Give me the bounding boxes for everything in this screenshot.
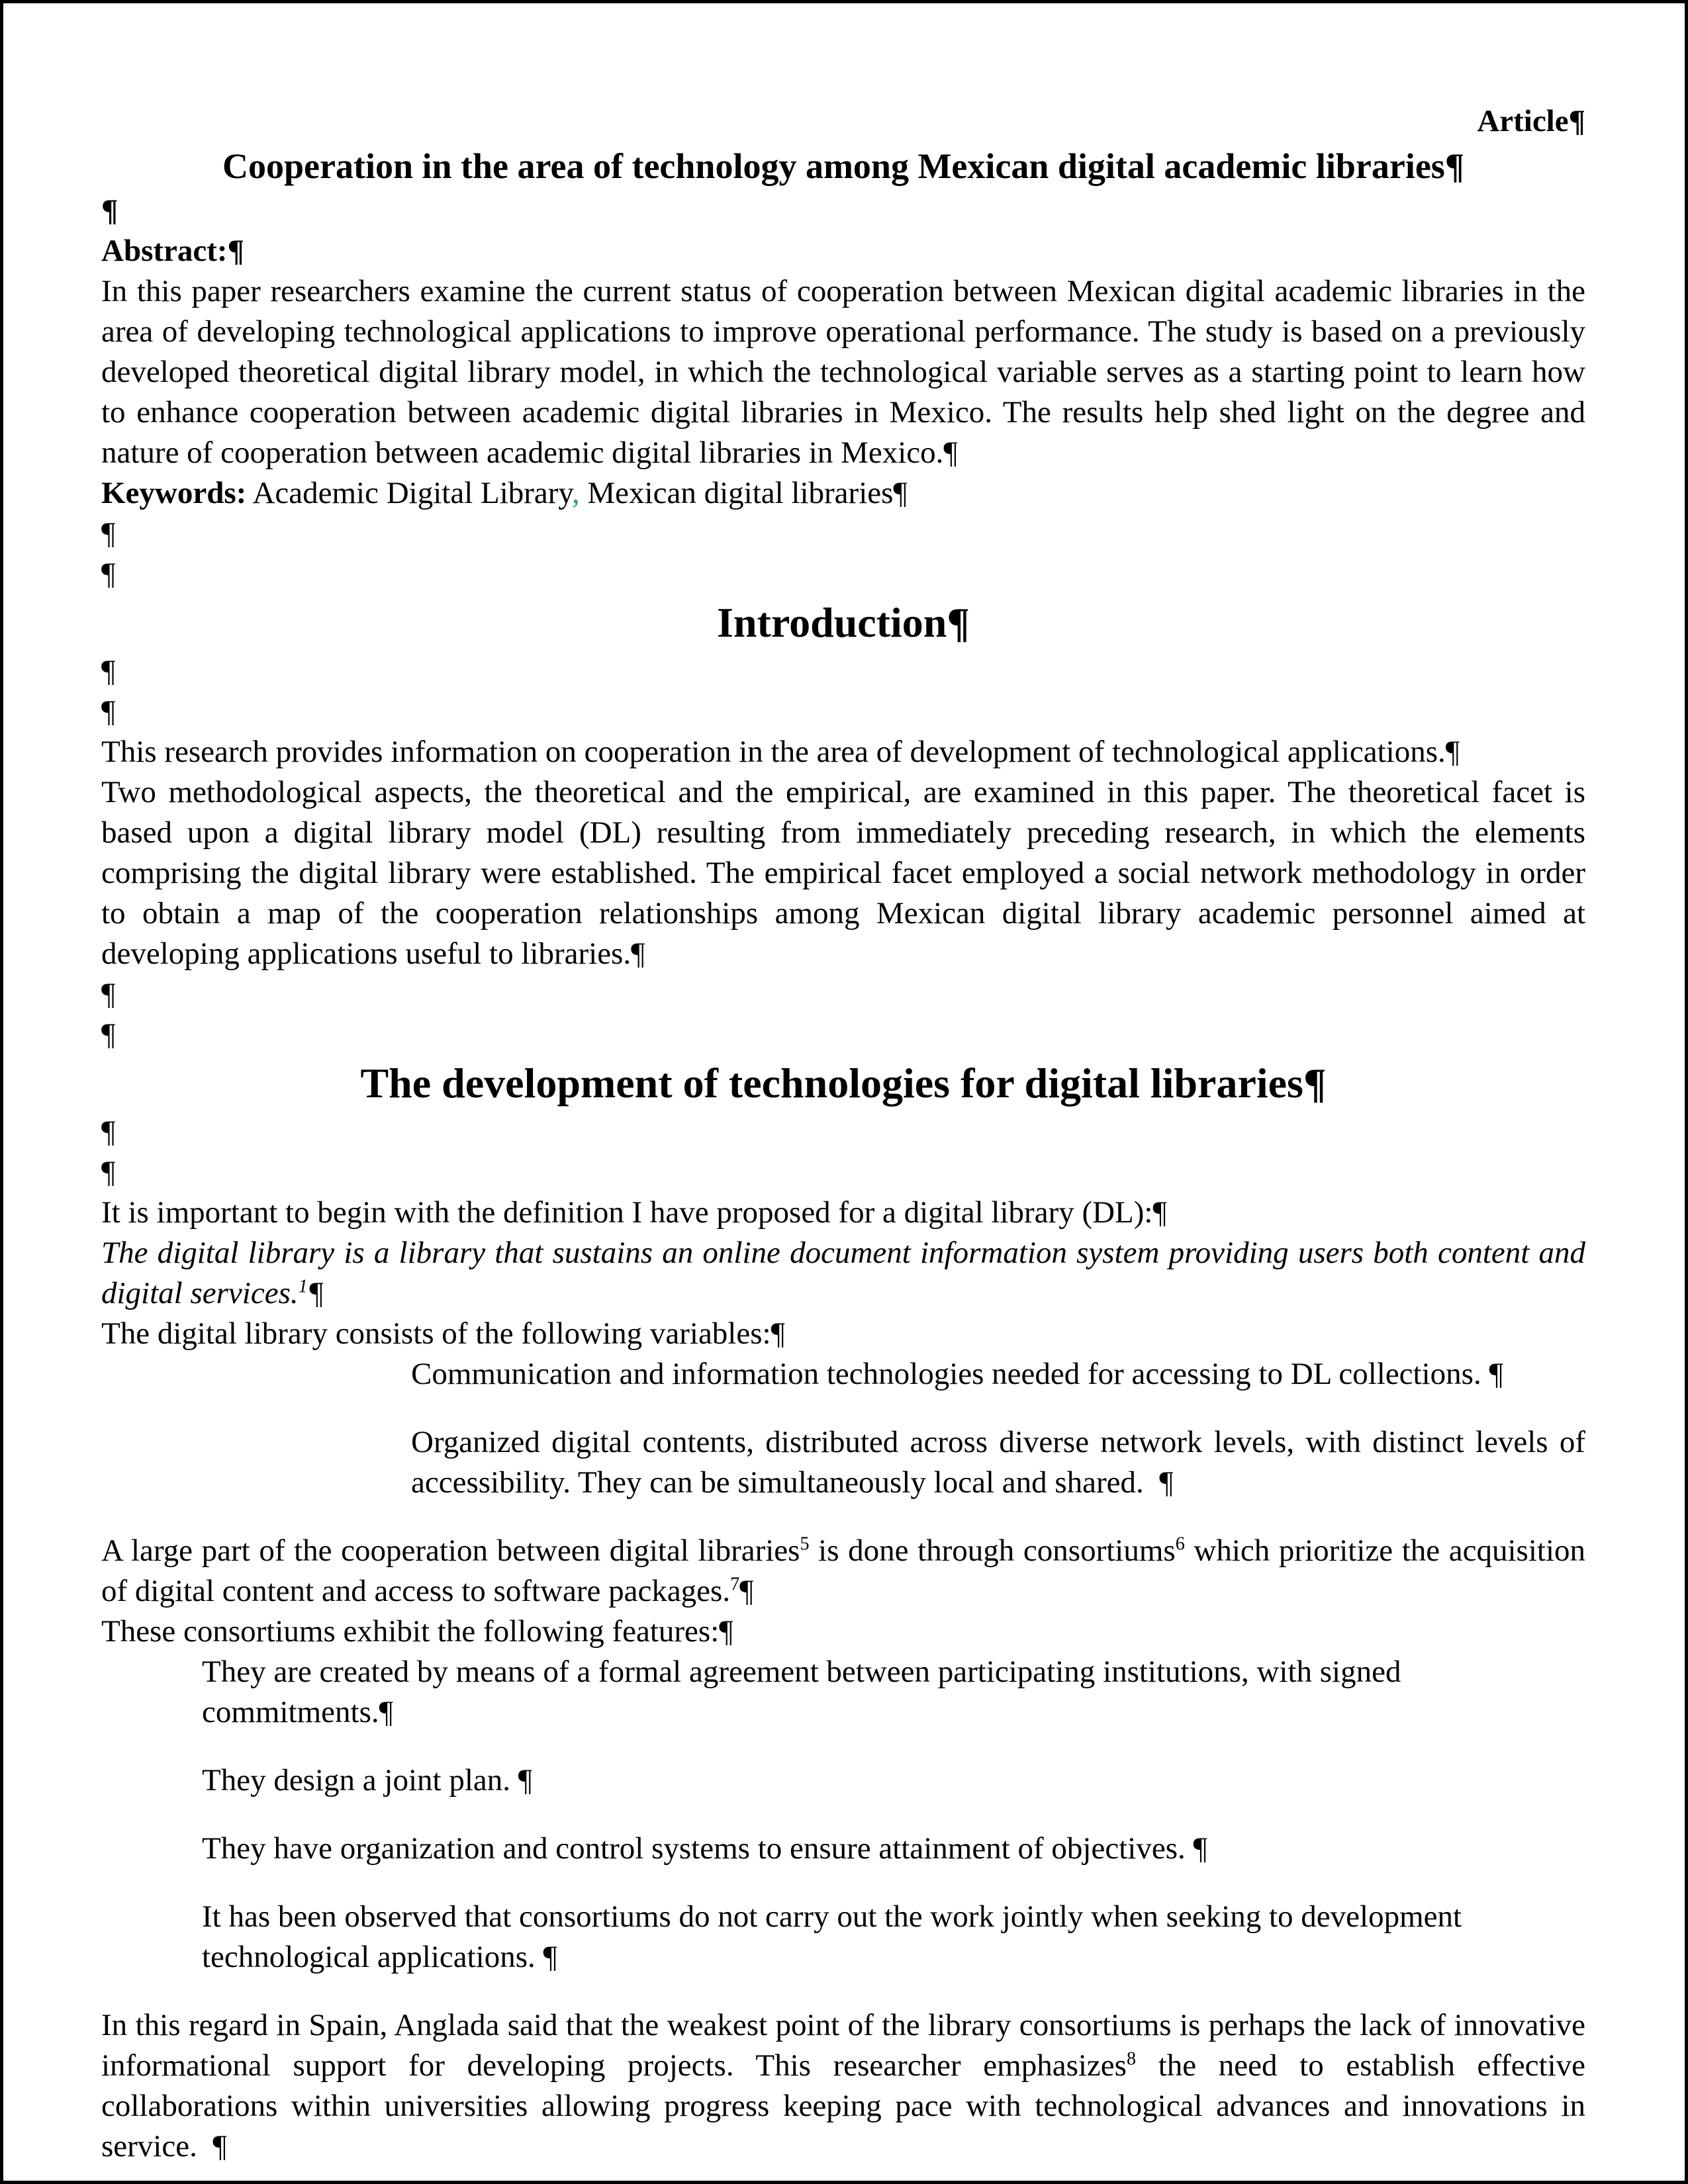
pilcrow-mark: ¶ (1444, 146, 1464, 186)
keywords-line (101, 473, 1585, 514)
text-run: These consortiums exhibit the following features: (101, 1614, 720, 1649)
footnote-number: 1 (298, 1276, 308, 1297)
pilcrow-mark: ¶ (379, 1695, 393, 1729)
footnote-number: 6 (1175, 1533, 1185, 1555)
pilcrow-mark: ¶ (307, 1276, 324, 1310)
document-title (101, 142, 1585, 191)
abstract-heading (101, 231, 1585, 271)
list-item (202, 1829, 1585, 1869)
pilcrow-mark: ¶ (101, 557, 116, 591)
empty-line (101, 974, 1585, 1015)
text-run: Two methodological aspects, the theoretical and the empirical, are examined in this paper. The theoretical facet is based upon a digital library model (DL) resulting from immediately preceding research, in which the elements comprising the digital library were established. The empirical facet employed a social network methodology in order to obtain a map of the cooperation relationships among Mexican digital library academic personnel aimed at developing applications useful to libraries. (101, 775, 1593, 971)
pilcrow-mark: ¶ (518, 1763, 533, 1797)
section-heading-introduction (101, 594, 1585, 651)
text-run: Academic Digital Library (246, 476, 572, 510)
list-item (202, 1760, 1585, 1801)
footnote-reference (1176, 1533, 1185, 1554)
pilcrow-mark: ¶ (227, 234, 244, 268)
paragraph (101, 1193, 1585, 1233)
text-run: A large part of the cooperation between digital libraries (101, 1533, 800, 1568)
pilcrow-mark: ¶ (1152, 1195, 1167, 1230)
text-run: Abstract: (101, 234, 228, 268)
text-run: In this paper researchers examine the current status of cooperation between Mexican digital academic libraries in the area of developing technological applications to improve operational performance. The study is based on a previously developed theoretical digital library model, in which the technological variable serves as a starting point to learn how to enhance cooperation between academic digital libraries in Mexico. The results help shed light on the degree and nature of cooperation between academic digital libraries in Mexico. (101, 274, 1593, 470)
footnote-reference (299, 1276, 308, 1297)
pilcrow-mark: ¶ (1193, 1831, 1207, 1866)
text-run: They are created by means of a formal agreement between participating institutions, with signed commitments. (202, 1655, 1409, 1729)
text-run: They design a joint plan. (202, 1763, 518, 1797)
footnote-number: 7 (730, 1574, 740, 1595)
abstract-paragraph (101, 271, 1593, 473)
footnote-number: 8 (1126, 2048, 1137, 2070)
text-run: which prioritize the acquisition of digital content and access to software packages. (101, 1533, 1593, 1608)
text-run: In this regard in Spain, Anglada said that the weakest point of the library consortiums is perhaps the lack of innovative informational support for developing projects. This researcher emphasizes (101, 2008, 1593, 2083)
empty-line (101, 1015, 1585, 1055)
quote-paragraph (101, 1233, 1593, 1314)
pilcrow-mark: ¶ (101, 694, 116, 729)
pilcrow-mark: ¶ (631, 936, 645, 971)
text-run: is done through consortiums (809, 1533, 1176, 1568)
pilcrow-mark: ¶ (101, 193, 118, 228)
empty-line (101, 191, 1585, 231)
pilcrow-mark: ¶ (719, 1614, 733, 1649)
pilcrow-mark: ¶ (771, 1316, 785, 1351)
pilcrow-mark: ¶ (943, 435, 958, 470)
pilcrow-mark: ¶ (1568, 104, 1585, 138)
pilcrow-mark: ¶ (1445, 735, 1460, 769)
pilcrow-mark: ¶ (101, 1155, 116, 1189)
paragraph (101, 732, 1585, 772)
text-run: the need to establish effective collaborations within universities allowing progress keeping pace with technological advances and innovations in service. (101, 2048, 1593, 2163)
footnote-reference (730, 1574, 739, 1594)
text-run: It has been observed that consortiums do not carry out the work jointly when seeking to development technological applications. (202, 1899, 1470, 1974)
pilcrow-mark: ¶ (1159, 1465, 1174, 1500)
paragraph (101, 1612, 1585, 1652)
paragraph (101, 1314, 1585, 1354)
pilcrow-mark: ¶ (1303, 1060, 1327, 1107)
pilcrow-mark: ¶ (739, 1574, 754, 1608)
text-run: The digital library consists of the following variables: (101, 1316, 771, 1351)
paragraph (101, 2005, 1593, 2167)
empty-line (101, 514, 1585, 554)
paragraph (101, 772, 1593, 974)
list-item (202, 1652, 1585, 1733)
footnote-number: 5 (800, 1533, 810, 1555)
pilcrow-mark: ¶ (947, 599, 970, 646)
pilcrow-mark: ¶ (101, 516, 116, 551)
text-run: Keywords: (101, 476, 247, 510)
empty-line (101, 651, 1585, 692)
section-heading-development (101, 1055, 1585, 1112)
text-run: , (571, 476, 580, 510)
pilcrow-mark: ¶ (893, 476, 908, 510)
text-run: This research provides information on cooperation in the area of development of technological applications. (101, 735, 1446, 769)
list-item (411, 1422, 1593, 1503)
text-run: They have organization and control systems to ensure attainment of objectives. (202, 1831, 1194, 1866)
list-item (411, 1354, 1585, 1394)
text-run: The digital library is a library that sustains an online document information system providing users both content and digital services. (101, 1236, 1593, 1310)
list-item (202, 1897, 1585, 1978)
text-run: The development of technologies for digital libraries (360, 1060, 1303, 1107)
paragraph (101, 1531, 1593, 1612)
text-run: Organized digital contents, distributed across diverse network levels, with distinct levels of accessibility. They can be simultaneously local and shared. (411, 1425, 1593, 1500)
text-run: Communication and information technologies needed for accessing to DL collections. (411, 1357, 1489, 1391)
text-run: Article (1477, 104, 1569, 138)
pilcrow-mark: ¶ (101, 654, 116, 688)
pilcrow-mark: ¶ (101, 1017, 116, 1052)
empty-line (101, 1112, 1585, 1152)
empty-line (101, 692, 1585, 732)
pilcrow-mark: ¶ (101, 1115, 116, 1149)
text-run: Cooperation in the area of technology among Mexican digital academic libraries (222, 146, 1445, 186)
empty-line (101, 554, 1585, 594)
pilcrow-mark: ¶ (1489, 1357, 1503, 1391)
pilcrow-mark: ¶ (212, 2129, 227, 2163)
text-run: It is important to begin with the definition I have proposed for a digital library (DL): (101, 1195, 1153, 1230)
footnote-reference (800, 1533, 809, 1554)
text-run: Mexican digital libraries (579, 476, 894, 510)
footnote-reference (1127, 2048, 1136, 2069)
pilcrow-mark: ¶ (101, 977, 116, 1011)
article-label (101, 101, 1585, 142)
pilcrow-mark: ¶ (543, 1940, 557, 1974)
empty-line (101, 1152, 1585, 1193)
text-run: Introduction (717, 599, 947, 646)
